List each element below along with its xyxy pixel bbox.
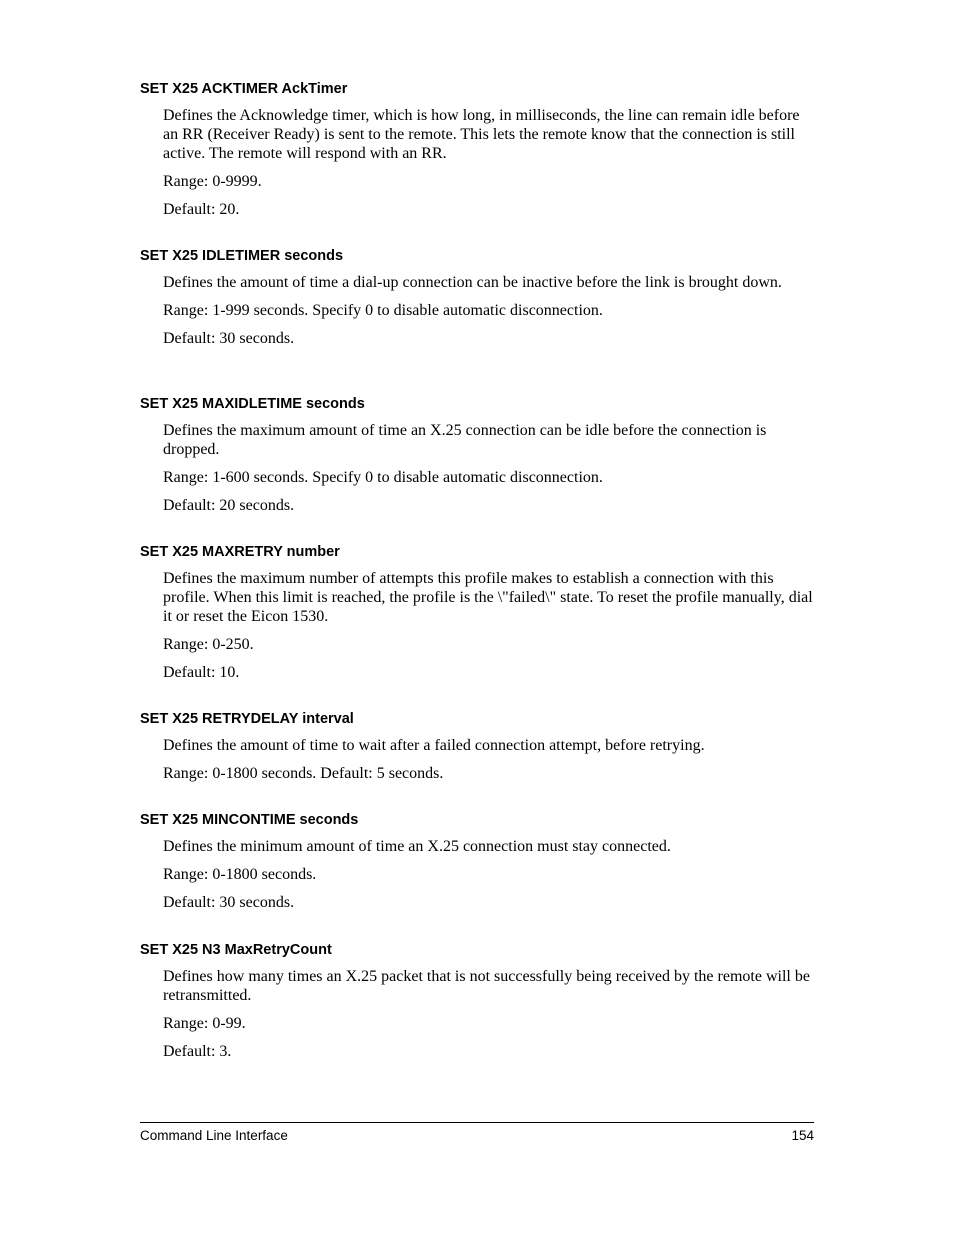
- section-mincontime: [140, 811, 820, 921]
- description: Defines the amount of time a dial-up connection can be inactive before the link is brought down.: [163, 274, 782, 291]
- section-maxidletime: [140, 395, 820, 524]
- section-retrydelay: [140, 710, 820, 792]
- description: Defines how many times an X.25 packet that is not successfully being received by the remote will be retransmitted.: [163, 968, 810, 1004]
- command-heading: SET X25 MAXIDLETIME seconds: [140, 396, 365, 412]
- command-heading: SET X25 ACKTIMER AckTimer: [140, 81, 348, 97]
- description: Defines the Acknowledge timer, which is how long, in milliseconds, the line can remain idle before an RR (Receiver Ready) is sent to the remote. This lets the remote know that the connection is still active. The remote will respond with an RR.: [163, 107, 800, 162]
- default-text: Default: 20.: [163, 201, 240, 218]
- footer-divider: [140, 1122, 814, 1123]
- command-heading: SET X25 IDLETIMER seconds: [140, 248, 344, 264]
- description: Defines the amount of time to wait after a failed connection attempt, before retrying.: [163, 737, 705, 754]
- range-text: Range: 1-600 seconds. Specify 0 to disable automatic disconnection.: [163, 469, 603, 486]
- section-idletimer: [140, 247, 820, 357]
- section-acktimer: [140, 80, 820, 228]
- range-text: Range: 0-250.: [163, 636, 254, 653]
- footer-title: Command Line Interface: [140, 1128, 288, 1143]
- range-text: Range: 0-99.: [163, 1015, 246, 1032]
- description: Defines the maximum amount of time an X.25 connection can be idle before the connection is dropped.: [163, 422, 767, 458]
- description: Defines the minimum amount of time an X.25 connection must stay connected.: [163, 838, 671, 855]
- default-text: Default: 30 seconds.: [163, 330, 295, 347]
- default-text: Default: 20 seconds.: [163, 497, 295, 514]
- command-heading: SET X25 MAXRETRY number: [140, 544, 340, 560]
- command-heading: SET X25 N3 MaxRetryCount: [140, 942, 332, 958]
- command-heading: SET X25 RETRYDELAY interval: [140, 711, 354, 727]
- description: Defines the maximum number of attempts this profile makes to establish a connection with this profile. When this limit is reached, the profile is the \"failed\" state. To reset the profile manually, dial it or reset the Eicon 1530.: [163, 570, 813, 625]
- default-text: Default: 3.: [163, 1043, 232, 1060]
- range-text: Range: 1-999 seconds. Specify 0 to disable automatic disconnection.: [163, 302, 603, 319]
- range-default-text: Range: 0-1800 seconds. Default: 5 seconds.: [163, 765, 444, 782]
- default-text: Default: 30 seconds.: [163, 894, 295, 911]
- range-text: Range: 0-1800 seconds.: [163, 866, 317, 883]
- page-number: 154: [791, 1128, 814, 1143]
- range-text: Range: 0-9999.: [163, 173, 262, 190]
- default-text: Default: 10.: [163, 664, 240, 681]
- section-n3: [140, 941, 820, 1070]
- section-maxretry: [140, 543, 820, 691]
- command-heading: SET X25 MINCONTIME seconds: [140, 812, 359, 828]
